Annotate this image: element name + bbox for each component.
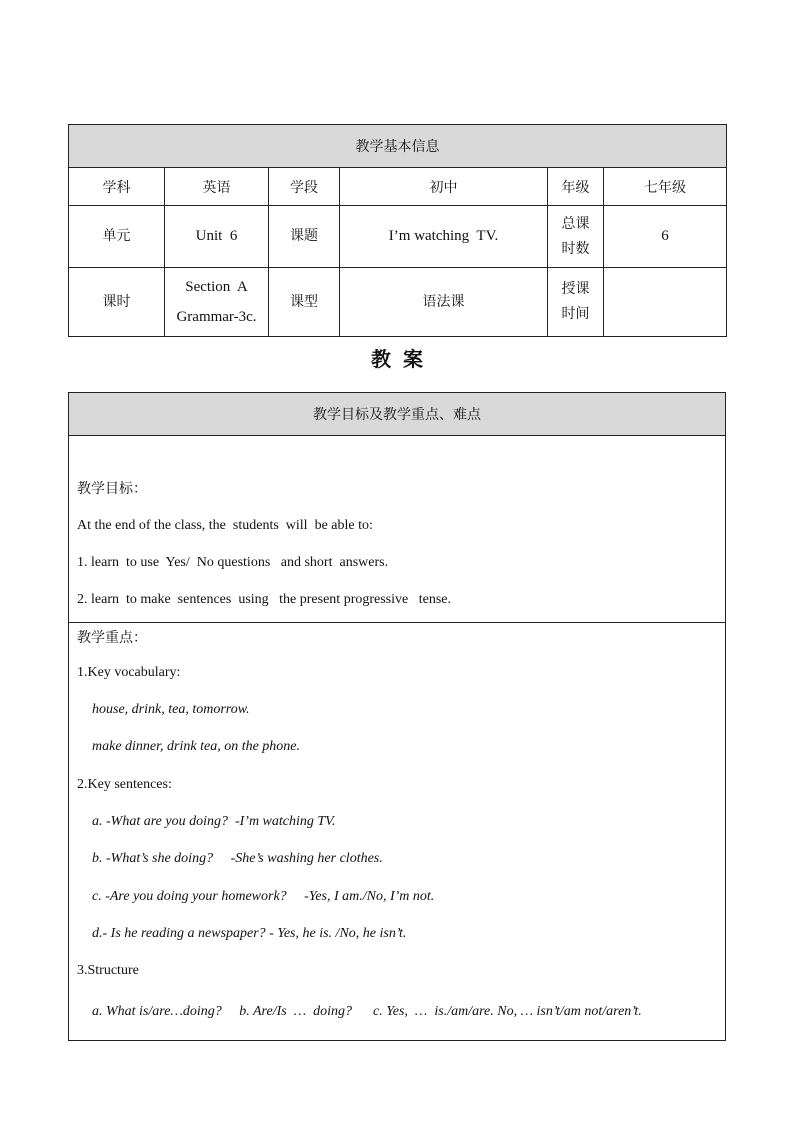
lesson-plan-table (68, 392, 726, 1041)
subject-label: 学科 (69, 168, 165, 206)
lesson-type-label: 课型 (269, 268, 340, 337)
class-time-label-line2: 时间 (561, 306, 590, 322)
total-hours-label-line2: 时数 (561, 240, 590, 257)
vocab-line: house, drink, tea, tomorrow. (92, 702, 250, 717)
focus-cell (69, 623, 726, 1041)
period-value-line1: Section A (185, 279, 248, 295)
goals-cell (69, 436, 726, 623)
unit-value: Unit 6 (165, 206, 269, 268)
vocab-title: 1.Key vocabulary: (77, 665, 181, 680)
goal-line: At the end of the class, the students will be able to: (77, 518, 373, 533)
total-hours-label-line1: 总课 (561, 215, 590, 232)
sentence-line: a. -What are you doing? -I’m watching TV. (92, 814, 336, 829)
sentence-line: c. -Are you doing your homework? -Yes, I am./No, I’m not. (92, 889, 435, 904)
sentence-line: b. -What’s she doing? -She’s washing her clothes. (92, 851, 383, 866)
sentence-line: d.- Is he reading a newspaper? - Yes, he is. /No, he isn’t. (92, 926, 407, 941)
stage-value: 初中 (340, 168, 548, 206)
total-hours-value: 6 (604, 206, 727, 268)
vocab-line: make dinner, drink tea, on the phone. (92, 739, 301, 754)
total-hours-label (548, 206, 604, 268)
stage-label: 学段 (269, 168, 340, 206)
info-header: 教学基本信息 (69, 125, 727, 168)
goals-title: 教学目标： (77, 481, 147, 497)
structure-title: 3.Structure (77, 963, 139, 978)
page-heading: 教案 (371, 347, 435, 371)
class-time-value (604, 268, 727, 337)
period-value-line2: Grammar-3c. (176, 309, 257, 325)
subject-value: 英语 (165, 168, 269, 206)
class-time-label-line1: 授课 (561, 281, 590, 297)
lesson-type-value: 语法课 (340, 268, 548, 337)
period-value (165, 268, 269, 337)
grade-label: 年级 (548, 168, 604, 206)
goal-line: 2. learn to make sentences using the present progressive tense. (77, 592, 452, 607)
plan-header: 教学目标及教学重点、难点 (69, 393, 726, 436)
basic-info-table (68, 124, 727, 337)
sentences-title: 2.Key sentences: (77, 777, 172, 792)
grade-value: 七年级 (604, 168, 727, 206)
structure-line: a. What is/are…doing? b. Are/Is … doing? c. Yes, … is./am/are. No, … isn’t/am not/aren’t. (92, 1004, 642, 1019)
class-time-label (548, 268, 604, 337)
unit-label: 单元 (69, 206, 165, 268)
period-label: 课时 (69, 268, 165, 337)
topic-label: 课题 (269, 206, 340, 268)
focus-title: 教学重点： (77, 630, 147, 646)
goal-line: 1. learn to use Yes/ No questions and short answers. (77, 555, 389, 570)
topic-value: I’m watching TV. (340, 206, 548, 268)
